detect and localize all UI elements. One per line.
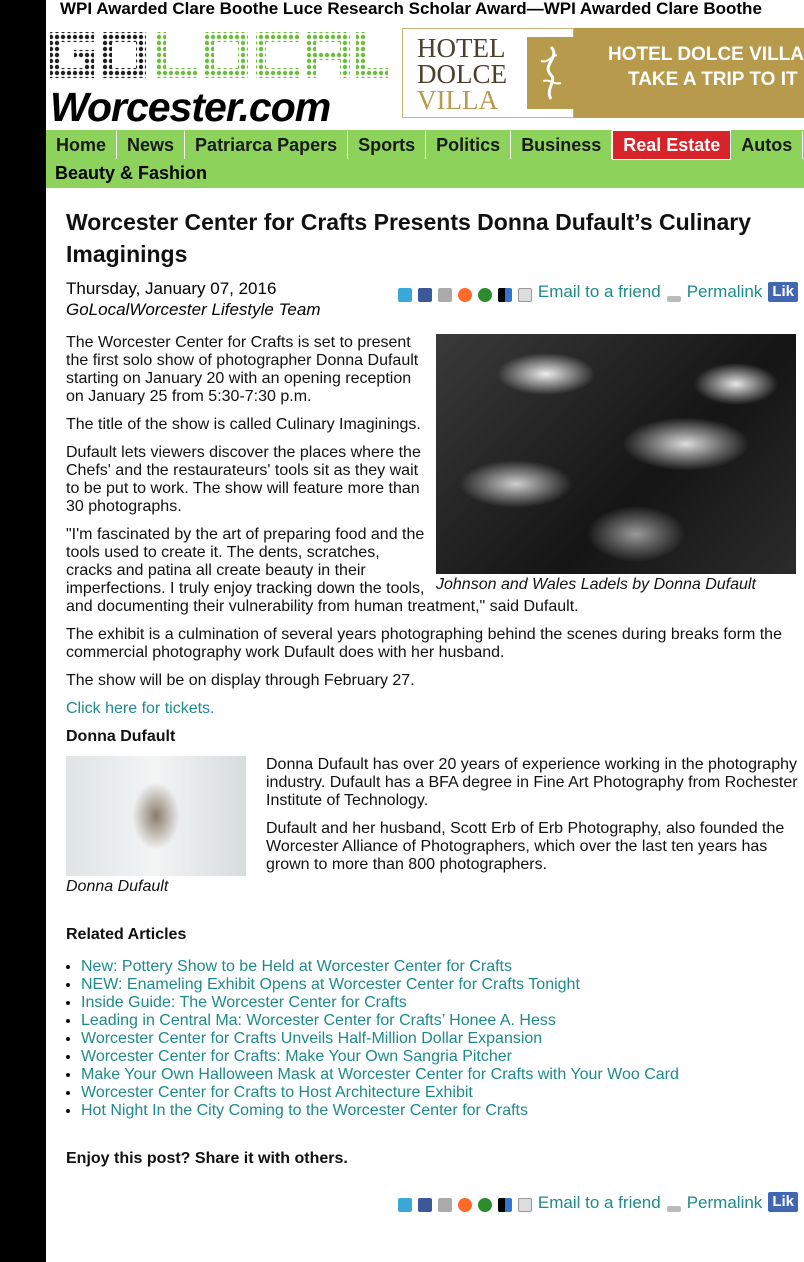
site-logo[interactable] [46, 26, 390, 130]
article-paragraph: Dufault lets viewers discover the places where the Chefs' and the restaurateurs' tools sit as they wait to be put to work. The show will feature more than 30 photographs. [66, 444, 421, 515]
related-heading: Related Articles [66, 926, 187, 943]
facebook-icon[interactable] [418, 288, 432, 302]
hotel-ad-banner[interactable] [402, 28, 804, 118]
nav-item-news[interactable]: News [117, 131, 185, 159]
related-list [66, 958, 798, 1120]
nav-item-real-estate[interactable]: Real Estate [612, 130, 731, 160]
hotel-crest-icon [527, 37, 575, 109]
ad-promo-line2: TAKE A TRIP TO IT [628, 69, 798, 90]
list-item [81, 1084, 798, 1102]
email-icon[interactable] [518, 288, 532, 302]
ad-hotel-logo [402, 28, 574, 118]
facebook-like-button[interactable]: Lik [768, 282, 798, 302]
reddit-icon[interactable] [458, 1198, 472, 1212]
permalink-icon [667, 1206, 681, 1212]
ladels-photo[interactable] [436, 334, 796, 574]
logo-domain-text: Worcester.com [50, 84, 331, 130]
article-date: Thursday, January 07, 2016 [66, 279, 277, 298]
article-author[interactable]: GoLocalWorcester Lifestyle Team [66, 300, 321, 319]
list-item [81, 1030, 798, 1048]
related-link[interactable]: New: Pottery Show to be Held at Worcester Center for Crafts [81, 958, 512, 975]
site-header [46, 20, 804, 128]
list-item [81, 1102, 798, 1120]
main-nav [46, 130, 804, 188]
article-paragraph: The Worcester Center for Crafts is set to present the first solo show of photographer Donna Dufault starting on January 20 with an opening reception on January 25 from 5:30-7:30 p.m. [66, 334, 419, 405]
list-item [81, 1048, 798, 1066]
article-figure [436, 334, 798, 594]
article-meta [66, 278, 798, 332]
twitter-icon[interactable] [398, 1198, 412, 1212]
twitter-icon[interactable] [398, 288, 412, 302]
figure-caption: Johnson and Wales Ladels by Donna Dufault [436, 576, 756, 593]
list-item [81, 958, 798, 976]
article [66, 206, 798, 1212]
related-link[interactable]: Hot Night In the City Coming to the Worcester Center for Crafts [81, 1102, 528, 1119]
related-articles [66, 926, 798, 1120]
page [46, 0, 804, 1262]
email-friend-link[interactable]: Email to a friend [537, 282, 661, 301]
related-link[interactable]: Worcester Center for Crafts to Host Architecture Exhibit [81, 1084, 473, 1101]
email-icon[interactable] [518, 1198, 532, 1212]
bio-figure [66, 756, 256, 896]
list-item [81, 1066, 798, 1084]
enjoy-prompt: Enjoy this post? Share it with others. [66, 1150, 348, 1167]
bio-caption: Donna Dufault [66, 878, 169, 895]
article-title: Worcester Center for Crafts Presents Donna Dufault’s Culinary Imaginings [66, 209, 752, 267]
share-bar [398, 278, 798, 302]
ad-hotel-line: HOTEL [417, 33, 506, 63]
digg-icon[interactable] [438, 1198, 452, 1212]
article-paragraph: "I'm fascinated by the art of preparing food and the tools used to create it. The dents, scratches, cracks and patina all create beauty in their imperfections. I truly enjoy tracking down the tools, and documenting their vulnerability from human treatment," said Dufault. [66, 526, 579, 615]
reddit-icon[interactable] [458, 288, 472, 302]
delicious-icon[interactable] [498, 1198, 512, 1212]
tickets-link[interactable]: Click here for tickets. [66, 700, 215, 717]
facebook-like-button[interactable]: Lik [768, 1192, 798, 1212]
permalink-link[interactable]: Permalink [686, 282, 763, 301]
ad-promo-line1: HOTEL DOLCE VILLA [608, 44, 804, 65]
facebook-icon[interactable] [418, 1198, 432, 1212]
article-paragraph: The show will be on display through February 27. [66, 672, 415, 689]
bio-heading: Donna Dufault [66, 728, 176, 745]
related-link[interactable]: Worcester Center for Crafts Unveils Half-Million Dollar Expansion [81, 1030, 543, 1047]
delicious-icon[interactable] [498, 288, 512, 302]
nav-item-patriarca-papers[interactable]: Patriarca Papers [185, 131, 348, 159]
permalink-icon [667, 296, 681, 302]
related-link[interactable]: Inside Guide: The Worcester Center for Crafts [81, 994, 407, 1011]
nav-item-politics[interactable]: Politics [426, 131, 511, 159]
related-link[interactable]: NEW: Enameling Exhibit Opens at Worcester Center for Crafts Tonight [81, 976, 580, 993]
donna-dufault-photo[interactable] [66, 756, 246, 876]
related-link[interactable]: Worcester Center for Crafts: Make Your Own Sangria Pitcher [81, 1048, 512, 1065]
nav-item-sports[interactable]: Sports [348, 131, 426, 159]
ad-hotel-line: DOLCE [417, 59, 507, 89]
ad-hotel-line: VILLA [417, 85, 498, 115]
golocal-logo-icon [48, 28, 388, 82]
bio-paragraph: Dufault and her husband, Scott Erb of Erb Photography, also founded the Worcester Alliance of Photographers, which over the last ten years has grown to more than 800 photographers. [266, 820, 785, 873]
nav-item-business[interactable]: Business [511, 131, 612, 159]
email-friend-link[interactable]: Email to a friend [537, 1193, 661, 1212]
article-paragraph: The title of the show is called Culinary Imaginings. [66, 416, 421, 433]
nav-item-home[interactable]: Home [46, 131, 117, 159]
nav-item-beauty-fashion[interactable]: Beauty & Fashion [55, 163, 208, 183]
news-ticker[interactable]: WPI Awarded Clare Boothe Luce Research Scholar Award—WPI Awarded Clare Boothe [46, 0, 804, 20]
article-body [66, 334, 798, 1212]
digg-icon[interactable] [438, 288, 452, 302]
bio-paragraph: Donna Dufault has over 20 years of experience working in the photography industry. Dufault has a BFA degree in Fine Art Photography from Rochester Institute of Technology. [266, 756, 798, 809]
related-link[interactable]: Leading in Central Ma: Worcester Center for Crafts’ Honee A. Hess [81, 1012, 556, 1029]
related-link[interactable]: Make Your Own Halloween Mask at Worcester Center for Crafts with Your Woo Card [81, 1066, 679, 1083]
list-item [81, 976, 798, 994]
permalink-link[interactable]: Permalink [686, 1193, 763, 1212]
article-paragraph: The exhibit is a culmination of several years photographing behind the scenes during breaks form the commercial photography work Dufault does with her husband. [66, 626, 782, 661]
share-bar-bottom [66, 1182, 798, 1212]
stumbleupon-icon[interactable] [478, 288, 492, 302]
ad-promo-text [574, 28, 804, 118]
nav-item-autos[interactable]: Autos [731, 131, 803, 159]
nav-row-primary [46, 130, 804, 160]
list-item [81, 1012, 798, 1030]
stumbleupon-icon[interactable] [478, 1198, 492, 1212]
list-item [81, 994, 798, 1012]
